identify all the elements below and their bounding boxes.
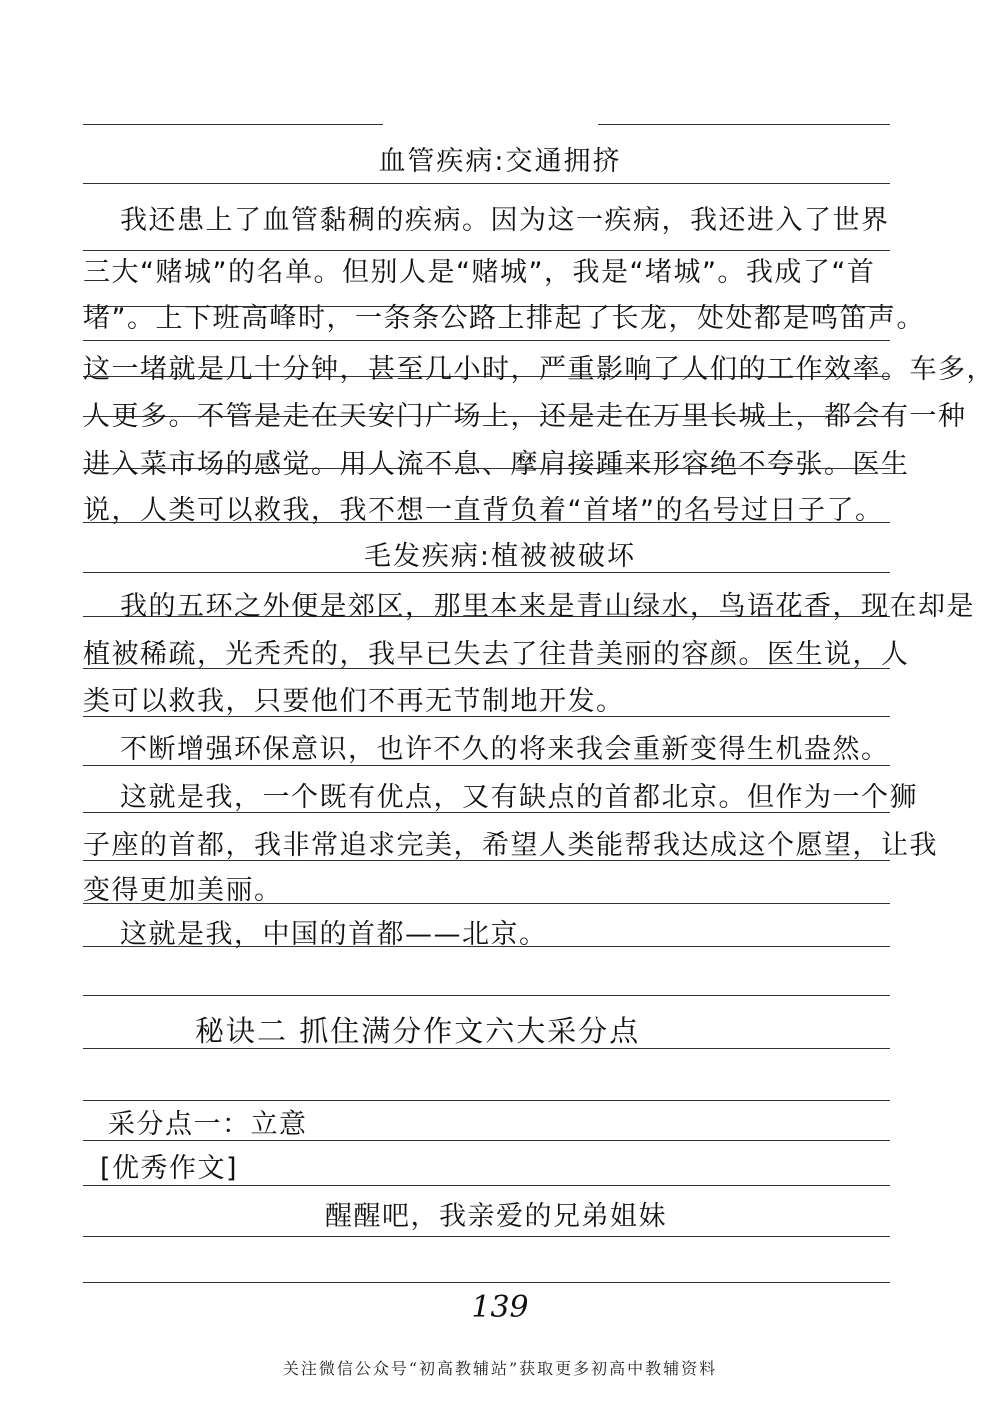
text-line: 我还患上了血管黏稠的疾病。因为这一疾病，我还进入了世界 (120, 205, 890, 236)
text-line: 堵”。上下班高峰时，一条条公路上排起了长龙，处处都是鸣笛声。 (83, 303, 925, 334)
ruled-line (83, 124, 383, 125)
ruled-line (83, 1236, 890, 1237)
footer-notice: 关注微信公众号“初高教辅站”获取更多初高中教辅资料 (282, 1359, 718, 1378)
section-heading-hair: 毛发疾病:植被被破坏 (363, 541, 637, 572)
text-line: 说，人类可以救我，我不想一直背负着“首堵”的名号过日子了。 (83, 495, 884, 526)
text-line: 类可以救我，只要他们不再无节制地开发。 (83, 686, 625, 717)
section-heading-blood-vessel: 血管疾病:交通拥挤 (378, 146, 622, 177)
text-line: 植被稀疏，光秃秃的，我早已失去了往昔美丽的容颜。医生说，人 (83, 639, 910, 670)
text-line: 子座的首都，我非常追求完美，希望人类能帮我达成这个愿望，让我 (83, 830, 938, 861)
ruled-line (598, 124, 890, 125)
chapter-heading: 秘诀二 抓住满分作文六大采分点 (195, 1014, 641, 1048)
text-line: 不断增强环保意识，也许不久的将来我会重新变得生机盎然。 (120, 734, 890, 765)
text-line: 这就是我，一个既有优点，又有缺点的首都北京。但作为一个狮 (120, 782, 918, 813)
point-label: 采分点一：立意 (108, 1109, 308, 1140)
text-line: 进入菜市场的感觉。用人流不息、摩肩接踵来形容绝不夸张。医生 (83, 449, 910, 480)
text-line: 这一堵就是几十分钟，甚至几小时，严重影响了人们的工作效率。车多， (83, 354, 995, 385)
essay-title: 醒醒吧，我亲爱的兄弟姐妹 (325, 1201, 667, 1232)
ruled-line (83, 1048, 890, 1049)
text-line: 变得更加美丽。 (83, 875, 283, 906)
text-line: 三大“赌城”的名单。但别人是“赌城”，我是“堵城”。我成了“首 (83, 257, 876, 288)
text-line: 我的五环之外便是郊区，那里本来是青山绿水，鸟语花香，现在却是 (120, 591, 975, 622)
ruled-line (83, 340, 890, 341)
ruled-line (83, 995, 890, 996)
ruled-line (83, 250, 890, 251)
text-line: 这就是我，中国的首都——北京。 (120, 919, 548, 950)
ruled-line (83, 1282, 890, 1283)
page-number: 139 (471, 1290, 529, 1325)
excellent-essay-label: [优秀作文] (100, 1153, 239, 1184)
ruled-line (83, 1100, 890, 1101)
ruled-line (83, 183, 890, 184)
text-line: 人更多。不管是走在天安门广场上，还是走在万里长城上，都会有一种 (83, 401, 967, 432)
